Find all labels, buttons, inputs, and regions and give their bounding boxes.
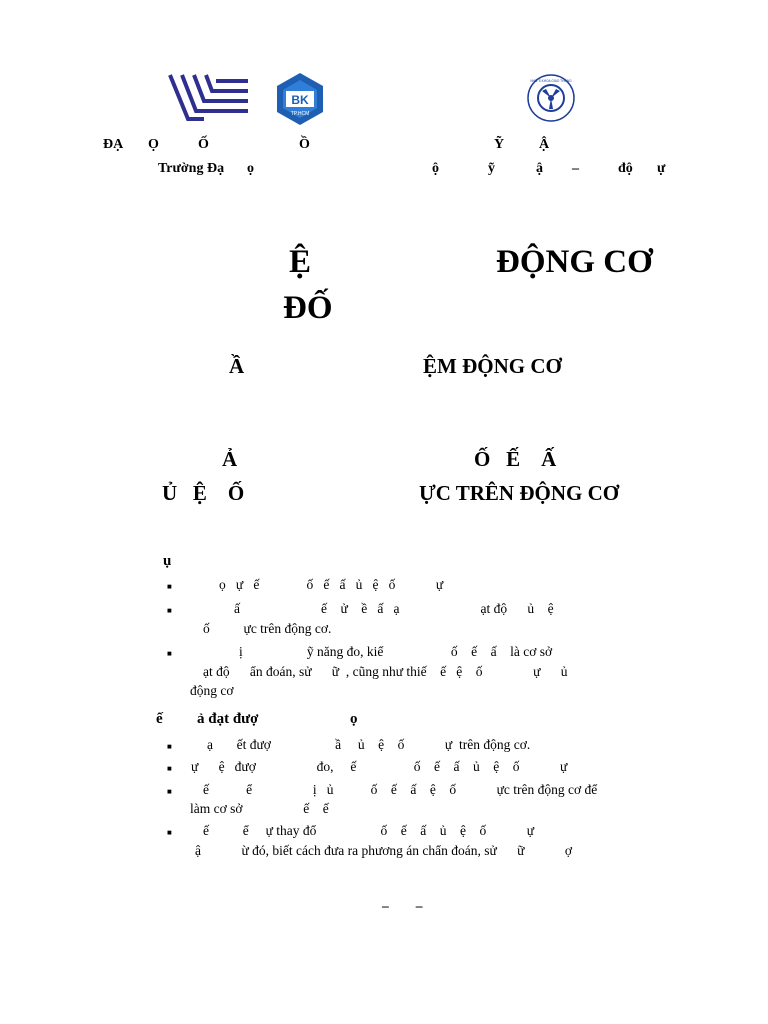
left-logo-icon (168, 73, 250, 123)
header-fragment: Ỹ (494, 137, 505, 152)
bk-logo-text: BK (291, 93, 309, 107)
footer-text: – – (382, 898, 423, 913)
objective-item-cont: ố ực trên động cơ. (203, 621, 332, 636)
lesson-fragment: Ố Ế Ấ (474, 447, 557, 471)
lesson-fragment: Ả (222, 447, 238, 471)
header-fragment: ĐẠ (103, 137, 124, 152)
header-fragment: ự (657, 161, 666, 176)
bullet-icon: ■ (167, 582, 172, 591)
subtitle-fragment: Ầ (229, 354, 245, 378)
result-item: ế ể ị ủ ố ế ấ ệ ố ực trên động cơ để (203, 782, 598, 797)
header-fragment: Trường Đạ (158, 161, 225, 176)
objective-item-cont: động cơ (190, 683, 234, 698)
objective-item-cont: ạt độ ẩn đoán, sử ữ , cũng như thiế ế ệ ố ự ủ (203, 664, 568, 679)
bullet-icon: ■ (167, 828, 172, 837)
header-fragment: ọ (247, 161, 254, 176)
header-fragment: ộ (432, 161, 439, 176)
subtitle-fragment: ỆM ĐỘNG CƠ (423, 354, 562, 378)
bullet-icon: ■ (167, 787, 172, 796)
result-item-cont: ậ ừ đó, biết cách đưa ra phương án chẩn đoán, sử ữ ợ (195, 843, 573, 858)
bk-logo-icon (273, 72, 327, 126)
objectives-heading: ụ (163, 553, 172, 569)
result-item-cont: làm cơ sở ế ế (190, 801, 329, 816)
result-item: ạ ết đượ ầ ủ ệ ố ự trên động cơ. (207, 737, 531, 752)
objective-item: ị ỹ năng đo, kiể ố ế ấ là cơ sở (239, 644, 553, 659)
header-fragment: Ố (198, 137, 209, 152)
bullet-icon: ■ (167, 764, 172, 773)
title-fragment: ĐỘNG CƠ (496, 244, 653, 280)
bk-logo-subtext: TP.HCM (290, 111, 310, 117)
results-heading: ế (156, 711, 163, 727)
lesson-fragment: Ủ Ệ Ố (162, 481, 245, 505)
lesson-fragment: ỰC TRÊN ĐỘNG CƠ (419, 481, 620, 505)
header-fragment: Ậ (539, 137, 550, 152)
bullet-icon: ■ (167, 606, 172, 615)
objective-item: ọ ự ế ố ế ấ ủ ệ ố ự (219, 577, 444, 592)
objective-item: ấ ế ử ề ấ ạ ạt độ ủ ệ (234, 601, 554, 616)
result-item: ế ể ự thay đổ ố ế ấ ủ ệ ố ự (203, 823, 535, 838)
header-fragment: độ (618, 161, 633, 176)
faculty-logo-icon (526, 73, 576, 123)
header-fragment: Ồ (299, 137, 310, 152)
bullet-icon: ■ (167, 742, 172, 751)
header-fragment: ậ (536, 161, 543, 176)
header-fragment: – (572, 161, 579, 176)
header-fragment: Ọ (148, 137, 159, 152)
title-fragment: Ệ (289, 244, 312, 280)
title-fragment: ĐỐ (283, 290, 333, 326)
bullet-icon: ■ (167, 649, 172, 658)
faculty-logo-text: NHỮ S KHOA GIAO THÔNG (530, 79, 572, 83)
result-item: ự ệ đượ đo, ế ố ế ấ ủ ệ ố ự (191, 759, 568, 774)
results-heading: ọ (350, 711, 358, 727)
results-heading: ả đạt đượ (197, 711, 259, 727)
header-fragment: ỹ (488, 161, 495, 176)
